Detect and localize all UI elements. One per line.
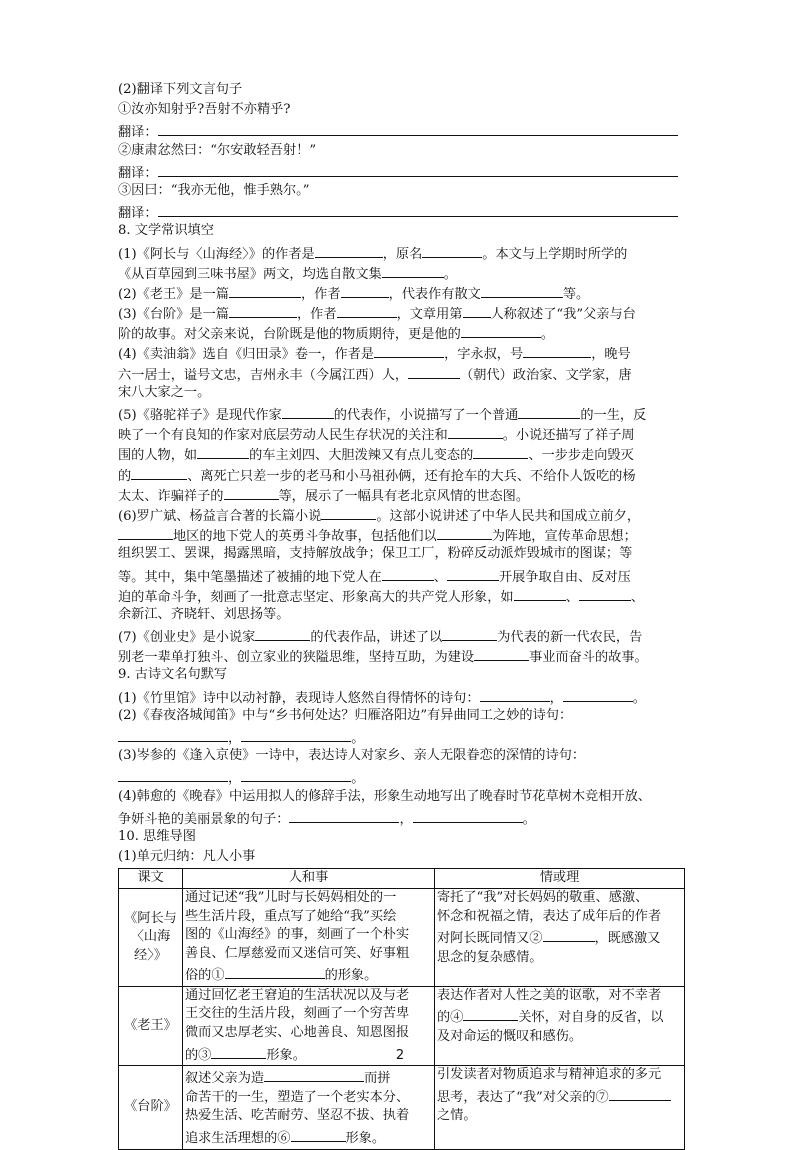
answer-blank[interactable] bbox=[229, 302, 297, 318]
event-cell: 通过回忆老王窘迫的生活状况以及与老 王交往的生活片段，刻画了一个穷苦卑 微而又忠厚老实、心地善良、知恩图报 的③ 形象。 bbox=[183, 986, 435, 1065]
answer-blank[interactable] bbox=[413, 807, 523, 823]
answer-blank[interactable] bbox=[473, 443, 528, 459]
q8-line: 映了一个有良知的作家对底层劳动人民生存状况的关注和 。小说还描写了祥子周 bbox=[118, 423, 684, 443]
q8-line: 迫的革命斗争，刻画了一批意志坚定、形象高大的共产党人形象，如 、 、 bbox=[118, 585, 684, 605]
header-emotion-reason: 情或理 bbox=[435, 869, 685, 889]
q9-line: (2)《春夜洛城闻笛》中与“乡书何处达？归雁洛阳边”有异曲同工之妙的诗句： bbox=[118, 707, 573, 723]
answer-blank[interactable] bbox=[337, 302, 397, 318]
header-people-events: 人和事 bbox=[183, 869, 435, 889]
answer-blank[interactable] bbox=[241, 726, 351, 742]
theme-cell: 表达作者对人性之美的讴歌，对不幸者 的④ 关怀，对自身的反省，以 及对命运的慨叹和感伤。 bbox=[435, 986, 685, 1065]
q8-title: 8. 文学常识填空 bbox=[118, 223, 214, 239]
answer-blank[interactable] bbox=[448, 423, 503, 439]
q9-line: (3)岑参的《逢入京使》一诗中，表达诗人对家乡、亲人无限眷恋的深情的诗句： bbox=[118, 748, 586, 764]
q9-line: (1)《竹里馆》诗中以动衬静，表现诗人悠然自得情怀的诗句： ， 。 bbox=[118, 686, 684, 706]
q8-line: 地区的地下党人的英勇斗争故事，包括他们以 为阵地，宣传革命思想； bbox=[118, 524, 684, 544]
header-course: 课文 bbox=[119, 869, 183, 889]
q9-title: 9. 古诗文名句默写 bbox=[118, 667, 228, 683]
q8-line: 组织罢工、罢课，揭露黑暗，支持解放战争；保卫工厂，粉碎反动派炸毁城市的图谋；等 bbox=[118, 546, 633, 562]
q8-line: (6)罗广斌、杨益言合著的长篇小说 。这部小说讲述了中华人民共和国成立前夕， bbox=[118, 504, 684, 524]
q8-line: (1)《阿长与〈山海经〉》的作者是 ，原名 。本文与上学期时所学的 bbox=[118, 242, 684, 262]
answer-blank[interactable] bbox=[118, 766, 228, 782]
q9-line: (4)韩愈的《晚春》中运用拟人的修辞手法，形象生动地写出了晚春时节花草树木竞相开放、 bbox=[118, 788, 651, 804]
answer-blank[interactable] bbox=[158, 161, 678, 177]
translation-label: 翻译： bbox=[118, 165, 158, 181]
course-cell: 《台阶》 bbox=[119, 1066, 183, 1149]
q9-line: ， 。 bbox=[118, 766, 684, 786]
answer-blank[interactable] bbox=[282, 403, 334, 419]
answer-blank[interactable] bbox=[461, 322, 541, 338]
translation-line-1 bbox=[118, 120, 684, 140]
answer-blank[interactable] bbox=[131, 464, 187, 480]
translation-line-3 bbox=[118, 201, 684, 221]
q10-title: 10. 思维导图 bbox=[118, 828, 196, 844]
answer-blank[interactable] bbox=[463, 1005, 518, 1021]
answer-blank[interactable] bbox=[118, 726, 228, 742]
q7-sentence-1: ①汝亦知射乎?吾射不亦精乎? bbox=[118, 102, 291, 118]
translation-label: 翻译： bbox=[118, 125, 158, 141]
q8-line: 别老一辈单打独斗、创立家业的狭隘思维，坚持互助，为建设 事业而奋斗的故事。 bbox=[118, 645, 684, 665]
answer-blank[interactable] bbox=[518, 403, 580, 419]
answer-blank[interactable] bbox=[609, 1085, 671, 1101]
q8-line: 宋八大家之一。 bbox=[118, 384, 211, 400]
theme-cell: 引发读者对物质追求与精神追求的多元 思考，表达了“我”对父亲的⑦ 之情。 bbox=[435, 1066, 685, 1149]
answer-blank[interactable] bbox=[474, 645, 529, 661]
answer-blank[interactable] bbox=[224, 484, 279, 500]
q9-line: 争妍斗艳的美丽景象的句子： ， 。 bbox=[118, 807, 684, 827]
answer-blank[interactable] bbox=[241, 766, 351, 782]
answer-blank[interactable] bbox=[481, 282, 563, 298]
q7-sentence-3: ③因曰：“我亦无他，惟手熟尔。” bbox=[118, 182, 310, 198]
mind-map-table bbox=[118, 868, 685, 1149]
q8-line: (4)《卖油翁》选自《归田录》卷一，作者是 ，字永叔，号 ，晚号 bbox=[118, 342, 684, 362]
q8-line: 等。其中，集中笔墨描述了被捕的地下党人在 、 开展争取自由、反对压 bbox=[118, 565, 684, 585]
answer-blank[interactable] bbox=[341, 282, 389, 298]
q8-line: 的 、离死亡只差一步的老马和小马祖孙俩，还有抢车的大兵、不给仆人饭吃的杨 bbox=[118, 464, 684, 484]
q7-sub2-title: (2)翻译下列文言句子 bbox=[118, 82, 243, 97]
table-row bbox=[119, 888, 685, 986]
answer-blank[interactable] bbox=[447, 565, 499, 581]
q8-line: 余新江、齐晓轩、刘思扬等。 bbox=[118, 606, 290, 622]
event-cell: 叙述父亲为造 而拼 命苦干的一生，塑造了一个老实本分、 热爱生活、吃苦耐劳、坚忍不拔、执着 追求生活理想的⑥ 形象。 bbox=[183, 1066, 435, 1149]
answer-blank[interactable] bbox=[118, 524, 173, 540]
q8-line: (7)《创业史》是小说家 的代表作品，讲述了以 为代表的新一代农民，告 bbox=[118, 625, 684, 645]
answer-blank[interactable] bbox=[291, 1126, 346, 1142]
answer-blank[interactable] bbox=[523, 342, 591, 358]
answer-blank[interactable] bbox=[225, 963, 325, 979]
answer-blank[interactable] bbox=[437, 524, 492, 540]
answer-blank[interactable] bbox=[543, 926, 595, 942]
answer-blank[interactable] bbox=[422, 242, 482, 258]
q8-line: 阶的故事。对父亲来说，台阶既是他的物质期待，更是他的 。 bbox=[118, 322, 684, 342]
page-number: 2 bbox=[395, 1048, 405, 1063]
answer-blank[interactable] bbox=[408, 363, 460, 379]
answer-blank[interactable] bbox=[158, 120, 678, 136]
worksheet-page bbox=[118, 80, 684, 1150]
table-header-row bbox=[119, 869, 685, 889]
q8-line: 《从百草园到三味书屋》两文，均选自散文集 。 bbox=[118, 262, 684, 282]
answer-blank[interactable] bbox=[229, 282, 301, 298]
q8-line: (3)《台阶》是一篇 ，作者 ，文章用第 人称叙述了“我”父亲与台 bbox=[118, 302, 684, 322]
answer-blank[interactable] bbox=[158, 201, 678, 217]
q7-sentence-2: ②康肃忿然曰：“尔安敢轻吾射！” bbox=[118, 142, 317, 158]
q10-subtitle: (1)单元归纳：凡人小事 bbox=[118, 849, 256, 865]
translation-label: 翻译： bbox=[118, 206, 158, 222]
answer-blank[interactable] bbox=[197, 443, 249, 459]
q8-line: 围的人物，如 的车主刘四、大胆泼辣又有点儿变态的 、一步步走向毁灭 bbox=[118, 443, 684, 463]
answer-blank[interactable] bbox=[463, 302, 491, 318]
table-row bbox=[119, 1066, 685, 1149]
q8-line: 六一居士，谥号文忠，吉州永丰（今属江西）人， （朝代）政治家、文学家，唐 bbox=[118, 363, 684, 383]
q8-line: 太太、诈骗祥子的 等，展示了一幅具有老北京风情的世态图。 bbox=[118, 484, 684, 504]
q8-line: (2)《老王》是一篇 ，作者 ，代表作有散文 等。 bbox=[118, 282, 684, 302]
answer-blank[interactable] bbox=[563, 686, 633, 702]
answer-blank[interactable] bbox=[289, 807, 399, 823]
course-cell: 《阿长与 〈山海 经〉》 bbox=[119, 888, 183, 986]
answer-blank[interactable] bbox=[264, 1066, 364, 1082]
answer-blank[interactable] bbox=[442, 625, 497, 641]
theme-cell: 寄托了“我”对长妈妈的敬重、感激、 怀念和祝福之情，表达了成年后的作者 对阿长既同情又② ，既感激又 思念的复杂感情。 bbox=[435, 888, 685, 986]
translation-line-2 bbox=[118, 161, 684, 181]
answer-blank[interactable] bbox=[579, 585, 631, 601]
q9-line: ， 。 bbox=[118, 726, 684, 746]
answer-blank[interactable] bbox=[382, 262, 444, 278]
course-cell: 《老王》 bbox=[119, 986, 183, 1065]
answer-blank[interactable] bbox=[321, 504, 376, 520]
answer-blank[interactable] bbox=[514, 585, 566, 601]
q8-line: (5)《骆驼祥子》是现代作家 的代表作，小说描写了一个普通 的一生，反 bbox=[118, 403, 684, 423]
answer-blank[interactable] bbox=[374, 342, 444, 358]
answer-blank[interactable] bbox=[480, 686, 550, 702]
answer-blank[interactable] bbox=[315, 242, 383, 258]
answer-blank[interactable] bbox=[382, 565, 434, 581]
answer-blank[interactable] bbox=[255, 625, 310, 641]
event-cell: 通过记述“我”儿时与长妈妈相处的一 些生活片段，重点写了她给“我”买绘 图的《山海经》的事，刻画了一个朴实 善良、仁厚慈爱而又迷信可笑、好事粗 俗的① 的形象。 bbox=[183, 888, 435, 986]
